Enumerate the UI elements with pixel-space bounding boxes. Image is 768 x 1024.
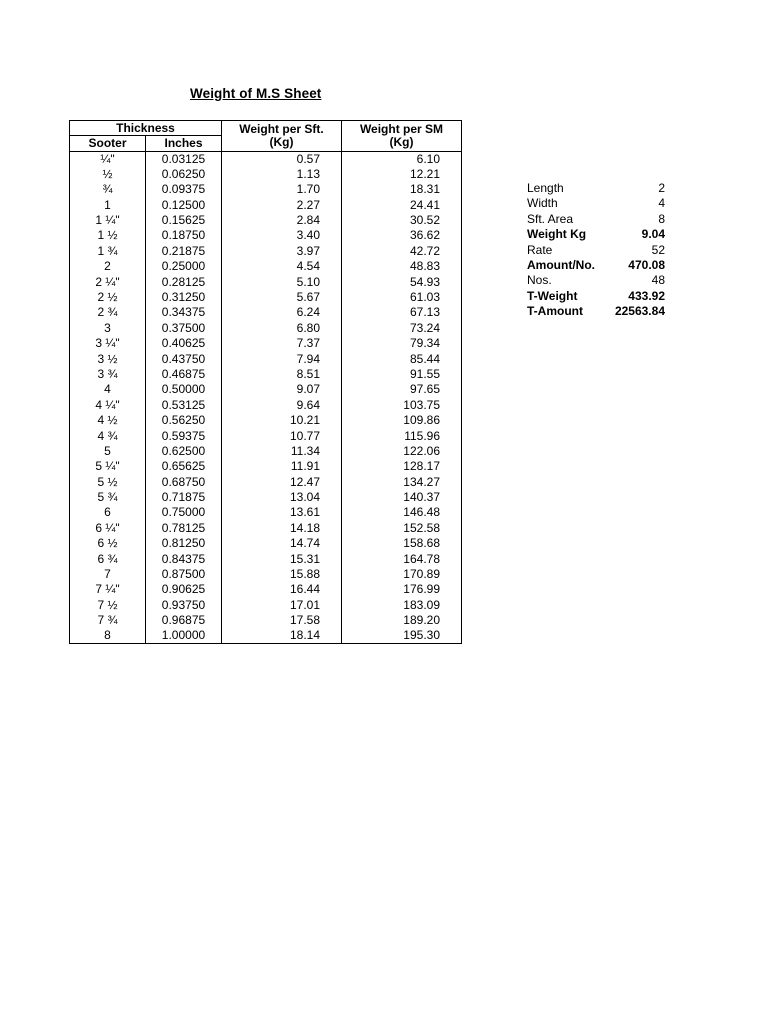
- inches-cell: 0.96875: [146, 613, 222, 628]
- sooter-cell: 2: [70, 259, 146, 274]
- calc-label: Length: [527, 181, 564, 195]
- table-row: [70, 582, 462, 597]
- table-row: [70, 551, 462, 566]
- sooter-cell: 4: [70, 382, 146, 397]
- inches-cell: 0.34375: [146, 305, 222, 320]
- weight-per-sft-cell: 7.94: [222, 351, 342, 366]
- inches-cell: 0.62500: [146, 444, 222, 459]
- calc-value: 2: [658, 181, 665, 195]
- calc-row: [527, 289, 665, 304]
- weight-per-sm-cell: 103.75: [342, 398, 462, 413]
- table-row: [70, 628, 462, 643]
- sooter-cell: 4 ¼": [70, 398, 146, 413]
- sooter-cell: ½: [70, 167, 146, 182]
- calc-row: [527, 304, 665, 319]
- calc-value: 48: [651, 273, 665, 288]
- weight-per-sft-cell: 6.80: [222, 321, 342, 336]
- weight-per-sm-cell: 30.52: [342, 213, 462, 228]
- inches-cell: 0.65625: [146, 459, 222, 474]
- sooter-cell: 7 ¾: [70, 613, 146, 628]
- sooter-cell: 7: [70, 567, 146, 582]
- table-row: [70, 459, 462, 474]
- sooter-cell: 5 ¾: [70, 490, 146, 505]
- table-body: [70, 151, 462, 644]
- inches-cell: 0.03125: [146, 151, 222, 166]
- calc-label: Nos.: [527, 273, 552, 288]
- weight-per-sm-cell: 79.34: [342, 336, 462, 351]
- sooter-cell: 8: [70, 628, 146, 643]
- table-row: [70, 151, 462, 166]
- weight-per-sm-cell: 6.10: [342, 151, 462, 166]
- weight-per-sft-cell: 3.97: [222, 244, 342, 259]
- weight-per-sm-cell: 164.78: [342, 551, 462, 566]
- sooter-cell: 2 ¼": [70, 274, 146, 289]
- weight-per-sft-cell: 9.07: [222, 382, 342, 397]
- header-weight-per-sft: [222, 121, 342, 152]
- weight-per-sm-cell: 195.30: [342, 628, 462, 643]
- weight-per-sft-cell: 15.88: [222, 567, 342, 582]
- inches-cell: 0.46875: [146, 367, 222, 382]
- sooter-cell: 3 ¼": [70, 336, 146, 351]
- weight-per-sft-cell: 17.01: [222, 598, 342, 613]
- table-row: [70, 490, 462, 505]
- weight-per-sft-cell: 11.34: [222, 444, 342, 459]
- calc-value: 470.08: [628, 257, 665, 272]
- table-row: [70, 444, 462, 459]
- sooter-cell: ¼": [70, 151, 146, 166]
- weight-per-sm-cell: 36.62: [342, 228, 462, 243]
- weight-per-sft-cell: 2.84: [222, 213, 342, 228]
- table-row: [70, 305, 462, 320]
- weight-per-sm-cell: 189.20: [342, 613, 462, 628]
- table-row: [70, 398, 462, 413]
- table-row: [70, 598, 462, 613]
- weight-per-sm-cell: 176.99: [342, 582, 462, 597]
- inches-cell: 0.40625: [146, 336, 222, 351]
- calc-row: [527, 273, 665, 288]
- inches-cell: 0.90625: [146, 582, 222, 597]
- weight-per-sft-cell: 14.18: [222, 521, 342, 536]
- calc-value: 4: [658, 196, 665, 211]
- table-row: [70, 428, 462, 443]
- inches-cell: 0.18750: [146, 228, 222, 243]
- weight-per-sft-cell: 8.51: [222, 367, 342, 382]
- table-row: [70, 182, 462, 197]
- calc-label: Rate: [527, 242, 553, 257]
- sooter-cell: 1 ¼": [70, 213, 146, 228]
- weight-per-sft-cell: 5.67: [222, 290, 342, 305]
- header-sooter: Sooter: [70, 136, 146, 151]
- inches-cell: 0.09375: [146, 182, 222, 197]
- weight-per-sft-cell: 10.77: [222, 428, 342, 443]
- inches-cell: 0.93750: [146, 598, 222, 613]
- weight-per-sm-cell: 12.21: [342, 167, 462, 182]
- inches-cell: 0.81250: [146, 536, 222, 551]
- table-row: [70, 290, 462, 305]
- calc-row: [527, 196, 665, 211]
- weight-per-sft-cell: 1.70: [222, 182, 342, 197]
- calc-label: Width: [527, 196, 558, 211]
- weight-per-sft-cell: 3.40: [222, 228, 342, 243]
- weight-per-sft-cell: 2.27: [222, 197, 342, 212]
- weight-per-sm-cell: 91.55: [342, 367, 462, 382]
- table-row: [70, 613, 462, 628]
- inches-cell: 0.87500: [146, 567, 222, 582]
- inches-cell: 0.75000: [146, 505, 222, 520]
- inches-cell: 0.21875: [146, 244, 222, 259]
- table-row: [70, 367, 462, 382]
- weight-per-sft-cell: 12.47: [222, 474, 342, 489]
- calc-label: T-Weight: [527, 288, 578, 303]
- sooter-cell: 6 ¼": [70, 521, 146, 536]
- inches-cell: 0.50000: [146, 382, 222, 397]
- table-row: [70, 228, 462, 243]
- calc-label: Sft. Area: [527, 211, 574, 226]
- sooter-cell: 2 ½: [70, 290, 146, 305]
- table-row: [70, 567, 462, 582]
- calc-value: 22563.84: [614, 304, 665, 319]
- inches-cell: 0.28125: [146, 274, 222, 289]
- inches-cell: 0.56250: [146, 413, 222, 428]
- sooter-cell: 1 ¾: [70, 244, 146, 259]
- weight-per-sm-cell: 109.86: [342, 413, 462, 428]
- weight-per-sm-cell: 48.83: [342, 259, 462, 274]
- calc-label: T-Amount: [527, 304, 583, 319]
- table-row: [70, 536, 462, 551]
- calc-label: Weight Kg: [527, 227, 587, 242]
- inches-cell: 0.59375: [146, 428, 222, 443]
- inches-cell: 1.00000: [146, 628, 222, 643]
- inches-cell: 0.15625: [146, 213, 222, 228]
- inches-cell: 0.78125: [146, 521, 222, 536]
- weight-per-sm-cell: 18.31: [342, 182, 462, 197]
- inches-cell: 0.12500: [146, 197, 222, 212]
- sooter-cell: 3 ¾: [70, 367, 146, 382]
- weight-per-sm-cell: 67.13: [342, 305, 462, 320]
- calc-value: 8: [658, 211, 665, 226]
- weight-table: [69, 120, 462, 644]
- sooter-cell: 6: [70, 505, 146, 520]
- weight-per-sm-cell: 122.06: [342, 444, 462, 459]
- weight-per-sft-cell: 7.37: [222, 336, 342, 351]
- calc-value: 9.04: [641, 227, 665, 242]
- calc-value: 433.92: [628, 288, 665, 303]
- sooter-cell: 4 ½: [70, 413, 146, 428]
- table-row: [70, 244, 462, 259]
- table-row: [70, 274, 462, 289]
- calc-row: [527, 227, 665, 242]
- sooter-cell: 1: [70, 197, 146, 212]
- header-weight-per-sm-line2: (Kg): [389, 134, 414, 149]
- inches-cell: 0.06250: [146, 167, 222, 182]
- calc-value: 52: [651, 242, 665, 257]
- weight-per-sm-cell: 170.89: [342, 567, 462, 582]
- weight-per-sft-cell: 5.10: [222, 274, 342, 289]
- inches-cell: 0.68750: [146, 474, 222, 489]
- weight-per-sft-cell: 13.04: [222, 490, 342, 505]
- header-weight-per-sm-line1: Weight per SM: [359, 121, 444, 136]
- weight-per-sm-cell: 54.93: [342, 274, 462, 289]
- table-row: [70, 213, 462, 228]
- sooter-cell: 7 ½: [70, 598, 146, 613]
- table-row: [70, 197, 462, 212]
- sooter-cell: 3: [70, 321, 146, 336]
- page-title: Weight of M.S Sheet: [190, 86, 322, 101]
- inches-cell: 0.43750: [146, 351, 222, 366]
- table-row: [70, 351, 462, 366]
- weight-per-sft-cell: 6.24: [222, 305, 342, 320]
- weight-per-sm-cell: 134.27: [342, 474, 462, 489]
- header-thickness: Thickness: [70, 121, 222, 136]
- weight-per-sft-cell: 4.54: [222, 259, 342, 274]
- sooter-cell: 4 ¾: [70, 428, 146, 443]
- table-row: [70, 505, 462, 520]
- calc-row: [527, 258, 665, 273]
- sooter-cell: 6 ¾: [70, 551, 146, 566]
- weight-per-sft-cell: 13.61: [222, 505, 342, 520]
- calc-row: [527, 212, 665, 227]
- table-row: [70, 167, 462, 182]
- inches-cell: 0.53125: [146, 398, 222, 413]
- calc-row: [527, 243, 665, 258]
- inches-cell: 0.25000: [146, 259, 222, 274]
- weight-per-sft-cell: 10.21: [222, 413, 342, 428]
- table-row: [70, 336, 462, 351]
- table-row: [70, 474, 462, 489]
- sooter-cell: 6 ½: [70, 536, 146, 551]
- weight-per-sm-cell: 97.65: [342, 382, 462, 397]
- weight-per-sm-cell: 85.44: [342, 351, 462, 366]
- weight-per-sm-cell: 24.41: [342, 197, 462, 212]
- header-weight-per-sft-line2: (Kg): [269, 134, 294, 149]
- header-inches: Inches: [146, 136, 222, 151]
- weight-per-sft-cell: 17.58: [222, 613, 342, 628]
- weight-per-sm-cell: 140.37: [342, 490, 462, 505]
- weight-per-sft-cell: 16.44: [222, 582, 342, 597]
- sooter-cell: 3 ½: [70, 351, 146, 366]
- header-weight-per-sft-line1: Weight per Sft.: [239, 121, 324, 136]
- sooter-cell: 5: [70, 444, 146, 459]
- sooter-cell: 7 ¼": [70, 582, 146, 597]
- table-row: [70, 413, 462, 428]
- weight-per-sft-cell: 15.31: [222, 551, 342, 566]
- weight-per-sm-cell: 158.68: [342, 536, 462, 551]
- table-row: [70, 521, 462, 536]
- inches-cell: 0.37500: [146, 321, 222, 336]
- calc-row: [527, 181, 665, 196]
- weight-per-sft-cell: 14.74: [222, 536, 342, 551]
- sooter-cell: 5 ½: [70, 474, 146, 489]
- table-row: [70, 382, 462, 397]
- weight-per-sft-cell: 9.64: [222, 398, 342, 413]
- inches-cell: 0.31250: [146, 290, 222, 305]
- weight-per-sm-cell: 115.96: [342, 428, 462, 443]
- weight-per-sm-cell: 183.09: [342, 598, 462, 613]
- weight-per-sm-cell: 61.03: [342, 290, 462, 305]
- table-row: [70, 321, 462, 336]
- weight-per-sft-cell: 11.91: [222, 459, 342, 474]
- calc-label: Amount/No.: [527, 257, 595, 272]
- weight-per-sft-cell: 1.13: [222, 167, 342, 182]
- calculation-panel: [527, 181, 665, 320]
- weight-per-sm-cell: 152.58: [342, 521, 462, 536]
- inches-cell: 0.84375: [146, 551, 222, 566]
- sooter-cell: 1 ½: [70, 228, 146, 243]
- header-weight-per-sm: [342, 121, 462, 152]
- weight-per-sm-cell: 42.72: [342, 244, 462, 259]
- weight-per-sm-cell: 128.17: [342, 459, 462, 474]
- inches-cell: 0.71875: [146, 490, 222, 505]
- weight-per-sft-cell: 18.14: [222, 628, 342, 643]
- sooter-cell: 2 ¾: [70, 305, 146, 320]
- weight-per-sm-cell: 73.24: [342, 321, 462, 336]
- sooter-cell: ¾: [70, 182, 146, 197]
- sooter-cell: 5 ¼": [70, 459, 146, 474]
- table-row: [70, 259, 462, 274]
- weight-per-sm-cell: 146.48: [342, 505, 462, 520]
- weight-per-sft-cell: 0.57: [222, 151, 342, 166]
